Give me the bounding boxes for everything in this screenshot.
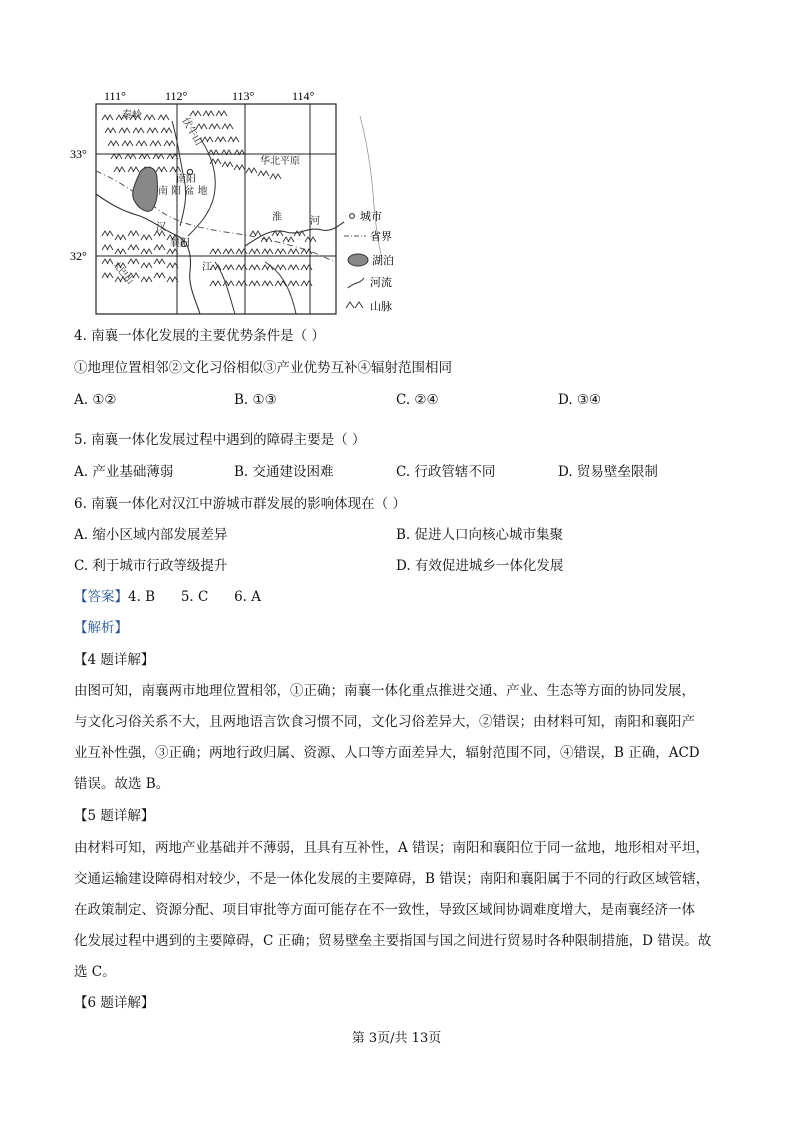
q5-option-b: B. 交通建设困难 [234, 464, 334, 480]
province-boundary [96, 171, 336, 262]
label-huai: 淮 [272, 212, 282, 223]
q6-stem: 6. 南襄一体化对汉江中游城市群发展的影响体现在（ ） [74, 496, 406, 512]
mountain-mark [210, 249, 221, 254]
label-huabei: 华北平原 [260, 156, 300, 167]
mountain-mark [147, 128, 158, 133]
mountain-mark [133, 128, 144, 133]
mountain-mark [105, 128, 116, 133]
detail5-line: 在政策制定、资源分配、项目审批等方面可能存在不一致性，导致区域间协调难度增大，是南襄经济一体 [74, 902, 695, 918]
mountain-mark [258, 171, 269, 176]
mountain-mark [128, 259, 139, 264]
han-river [96, 194, 200, 314]
label-nanyang: 南阳 [176, 174, 196, 185]
analysis-tag: 【解析】 [74, 620, 128, 636]
mountain-mark [141, 249, 152, 254]
answer-text: 4. B 5. C 6. A [128, 589, 262, 605]
mountain-mark [262, 249, 273, 254]
mountain-mark [167, 249, 178, 254]
mountain-mark [167, 277, 178, 282]
mountain-mark [203, 111, 214, 116]
regional-map [60, 86, 420, 322]
mountain-mark [262, 281, 273, 286]
mountain-mark [111, 154, 122, 159]
answer-line [74, 587, 261, 607]
lon-label: 114° [292, 89, 315, 103]
q4-option-a: A. ①② [74, 392, 117, 408]
q4-option-d: D. ③④ [558, 392, 602, 408]
mountain-mark [228, 137, 239, 142]
map-frame [96, 104, 336, 314]
lon-label: 112° [165, 89, 188, 103]
label-dabashan: 大巴山 [109, 259, 135, 287]
label-he: 河 [310, 216, 320, 227]
mountain-mark [150, 141, 161, 146]
label-funiu: 伏牛山 [179, 116, 204, 148]
mountain-mark [154, 259, 165, 264]
lat-label: 32° [70, 249, 87, 263]
q6-option-a: A. 缩小区域内部发展差异 [74, 527, 228, 543]
legend-river-symbol [348, 278, 364, 288]
legend-lake: 湖泊 [372, 254, 394, 267]
mountain-mark [196, 124, 207, 129]
mountain-mark [190, 111, 201, 116]
mountain-mark [288, 281, 299, 286]
mountain-mark [158, 115, 169, 120]
detail4-line: 与文化习俗关系不大，且两地语言饮食习惯不同，文化习俗差异大，②错误；由材料可知，南阳和襄阳产 [74, 714, 695, 730]
mountain-mark [108, 141, 119, 146]
detail4-paragraph [74, 676, 720, 800]
mountain-mark [222, 162, 233, 167]
mountain-mark [249, 281, 260, 286]
detail5-tag: 【5 题详解】 [74, 808, 155, 824]
mountain-mark [136, 141, 147, 146]
legend-boundary: 省界 [370, 230, 392, 243]
mountain-mark [114, 167, 125, 172]
q4-option-c: C. ②④ [396, 392, 439, 408]
mountain-mark [122, 141, 133, 146]
mountain-mark [144, 115, 155, 120]
lon-label: 113° [232, 89, 255, 103]
mountain-mark [223, 265, 234, 270]
mountain-mark [209, 124, 220, 129]
mountain-mark [170, 167, 181, 172]
detail4-tag: 【4 题详解】 [74, 652, 155, 668]
q5-stem: 5. 南襄一体化发展过程中遇到的障碍主要是（ ） [74, 432, 366, 448]
mountain-mark [215, 137, 226, 142]
q5-option-d: D. 贸易壁垒限制 [558, 464, 658, 480]
q6-option-d: D. 有效促进城乡一体化发展 [396, 558, 564, 574]
q6-option-c: C. 利于城市行政等级提升 [74, 558, 228, 574]
mountain-mark [154, 273, 165, 278]
mountain-mark [234, 165, 245, 170]
mountain-mark [210, 281, 221, 286]
page-footer: 第 3页/共 13页 [351, 1031, 442, 1046]
mountain-mark [156, 167, 167, 172]
mountain-mark [223, 249, 234, 254]
mountain-mark [102, 231, 113, 236]
mountain-mark [250, 231, 261, 236]
lat-label: 33° [70, 147, 87, 161]
mountain-mark [249, 265, 260, 270]
q5-option-a: A. 产业基础薄弱 [74, 464, 174, 480]
q4-stem: 4. 南襄一体化发展的主要优势条件是（ ） [74, 328, 325, 344]
mountain-mark [102, 245, 113, 250]
mountain-mark [102, 115, 113, 120]
mountain-mark [128, 245, 139, 250]
detail6-tag: 【6 题详解】 [74, 995, 155, 1011]
q4-conditions: ①地理位置相邻②文化习俗相似③产业优势互补④辐射范围相同 [74, 360, 452, 376]
detail5-line: 化发展过程中遇到的主要障碍，C 正确；贸易壁垒主要指国与国之间进行贸易时各种限制措施，D 错误。故 [74, 933, 712, 949]
detail5-line: 交通运输建设障碍相对较少，不是一体化发展的主要障碍，B 错误；南阳和襄阳属于不同的行政区域管辖， [74, 871, 710, 887]
mountain-mark [128, 167, 139, 172]
mountain-mark [164, 141, 175, 146]
mountain-mark [216, 111, 227, 116]
mountain-mark [246, 168, 257, 173]
mountain-mark [249, 249, 260, 254]
label-nanyang-basin: 南 阳 盆 地 [158, 186, 208, 197]
mountain-mark [222, 124, 233, 129]
mountain-mark [102, 273, 113, 278]
mountain-mark [128, 231, 139, 236]
legend-city: 城市 [360, 210, 382, 223]
river-south [215, 262, 235, 314]
mountain-mark [262, 265, 273, 270]
mountain-mark [167, 263, 178, 268]
mountain-mark [139, 154, 150, 159]
mountain-mark [125, 154, 136, 159]
mountain-mark [119, 128, 130, 133]
mountain-mark [275, 249, 286, 254]
label-han: 汉 [156, 222, 166, 233]
label-qinling: 秦岭 [122, 110, 142, 121]
mountain-mark [141, 277, 152, 282]
detail5-paragraph [74, 833, 720, 988]
q6-option-b: B. 促进人口向核心城市集聚 [396, 527, 564, 543]
lake-shape [133, 167, 158, 211]
detail4-line: 由图可知，南襄两市地理位置相邻，①正确；南襄一体化重点推进交通、产业、生态等方面的协同发展， [74, 683, 695, 699]
lon-label: 111° [104, 89, 126, 103]
mountain-mark [275, 265, 286, 270]
detail5-line: 选 C。 [74, 964, 116, 980]
detail5-line: 由材料可知，两地产业基础并不薄弱，且具有互补性，A 错误；南阳和襄阳位于同一盆地，地形相对平坦， [74, 840, 710, 856]
mountain-mark [154, 245, 165, 250]
legend-river: 河流 [370, 276, 392, 289]
mountain-mark [141, 263, 152, 268]
mountain-mark [167, 154, 178, 159]
answer-tag: 【答案】 [74, 589, 128, 605]
legend-city-symbol [350, 214, 355, 219]
mountain-mark [115, 235, 126, 240]
q4-option-b: B. ①③ [234, 392, 277, 408]
legend-mountain: 山脉 [370, 300, 392, 313]
mountain-mark [288, 249, 299, 254]
detail4-line: 业互补性强，③正确；两地行政归属、资源、人口等方面差异大，辐射范围不同，④错误，B 正确，ACD [74, 745, 700, 761]
mountain-mark [153, 154, 164, 159]
mountain-mark [102, 259, 113, 264]
label-xiangyang: 襄阳 [170, 238, 190, 249]
mountain-mark [283, 237, 294, 242]
q5-option-c: C. 行政管辖不同 [396, 464, 496, 480]
legend-lake-symbol [348, 254, 368, 266]
label-jiang: 江 [202, 262, 212, 273]
map-legend [344, 210, 394, 313]
mountain-mark [115, 249, 126, 254]
mountain-mark [141, 235, 152, 240]
mountain-mark [161, 128, 172, 133]
mountain-mark [288, 265, 299, 270]
detail4-line: 错误。故选 B。 [74, 776, 170, 792]
legend-mountain-symbol [346, 302, 363, 308]
mountain-mark [270, 174, 281, 179]
